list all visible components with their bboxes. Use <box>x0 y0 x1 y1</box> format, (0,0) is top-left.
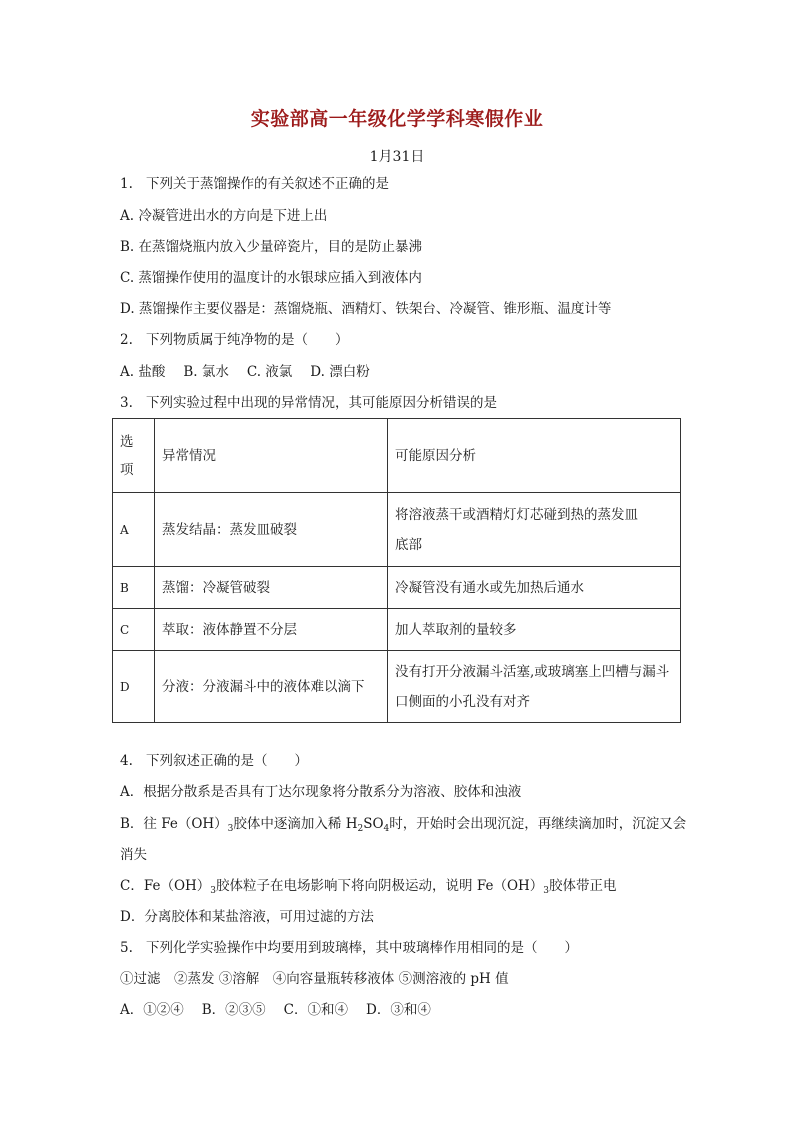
question-4-option-c: C．$Fe(OH)_3$胶体粒子在电场影响下将向阴极运动，说明 $Fe(OH)_3$胶体带正电 <box>120 878 617 896</box>
question-5-options <box>120 1000 449 1020</box>
question-5-items: ①过滤 ②蒸发 ③溶解 ④向容量瓶转移液体 ⑤测溶液的 pH 值 <box>120 971 509 987</box>
header-option: 选项 <box>113 419 155 493</box>
question-number: 1. <box>120 176 133 192</box>
question-3-stem <box>120 393 497 413</box>
worksheet-title: 实验部高一年级化学学科寒假作业 <box>250 108 544 130</box>
row-option: B <box>113 567 155 609</box>
question-number: 2. <box>120 332 133 348</box>
option-d: D．③和④ <box>366 1002 431 1018</box>
option-a: A. 盐酸 <box>120 364 166 380</box>
question-1-option-d: D. 蒸馏操作主要仪器是：蒸馏烧瓶、酒精灯、铁架台、冷凝管、锥形瓶、温度计等 <box>120 301 612 317</box>
table-header-row <box>113 419 681 493</box>
table-row <box>113 609 681 651</box>
option-c: C. 液氯 <box>246 364 293 380</box>
question-4-option-a: A．根据分散系是否具有丁达尔现象将分散系分为溶液、胶体和浊液 <box>120 784 522 800</box>
question-5-stem <box>120 938 578 958</box>
row-cause: 冷凝管没有通水或先加热后通水 <box>388 567 681 609</box>
question-1-stem <box>120 174 389 194</box>
table-row <box>113 651 681 723</box>
row-option: D <box>113 651 155 723</box>
row-anomaly: 蒸馏：冷凝管破裂 <box>155 567 388 609</box>
question-number: 4. <box>120 753 133 769</box>
analysis-table <box>112 418 681 723</box>
option-b: B．②③⑤ <box>201 1002 266 1018</box>
question-2-options <box>120 362 388 382</box>
question-number: 3. <box>120 395 133 411</box>
row-cause: 加人萃取剂的量较多 <box>388 609 681 651</box>
row-cause: 将溶液蒸干或酒精灯灯芯碰到热的蒸发皿底部 <box>388 493 681 567</box>
header-cause: 可能原因分析 <box>388 419 681 493</box>
row-option: A <box>113 493 155 567</box>
option-c: C．①和④ <box>283 1002 349 1018</box>
question-1-option-c: C. 蒸馏操作使用的温度计的水银球应插入到液体内 <box>120 270 422 286</box>
worksheet-date: 1月31日 <box>369 149 425 165</box>
question-number: 5. <box>120 940 133 956</box>
question-text: 下列化学实验操作中均要用到玻璃棒，其中玻璃棒作用相同的是（ ） <box>146 940 578 956</box>
question-4-option-d: D．分离胶体和某盐溶液，可用过滤的方法 <box>120 909 374 925</box>
table-row <box>113 493 681 567</box>
question-4-stem <box>120 751 308 771</box>
row-anomaly: 萃取：液体静置不分层 <box>155 609 388 651</box>
row-anomaly: 蒸发结晶：蒸发皿破裂 <box>155 493 388 567</box>
question-4-option-b: B．往 $Fe(OH)_3$胶体中逐滴加入稀 $H_2SO_4$时，开始时会出现沉淀，再继续滴加时，沉淀又会 <box>120 816 687 834</box>
question-1-option-b: B. 在蒸馏烧瓶内放入少量碎瓷片，目的是防止暴沸 <box>120 239 423 255</box>
option-b: B. 氯水 <box>183 364 229 380</box>
row-option: C <box>113 609 155 651</box>
question-text: 下列关于蒸馏操作的有关叙述不正确的是 <box>146 176 389 192</box>
question-4-option-b-continued: 消失 <box>120 847 147 863</box>
row-cause: 没有打开分液漏斗活塞,或玻璃塞上凹槽与漏斗口侧面的小孔没有对齐 <box>388 651 681 723</box>
option-a: A．①②④ <box>120 1002 184 1018</box>
row-anomaly: 分液：分液漏斗中的液体难以滴下 <box>155 651 388 723</box>
option-d: D. 漂白粉 <box>310 364 370 380</box>
table-row <box>113 567 681 609</box>
question-1-option-a: A. 冷凝管进出水的方向是下进上出 <box>120 208 328 224</box>
question-text: 下列物质属于纯净物的是（ ） <box>146 332 349 348</box>
header-anomaly: 异常情况 <box>155 419 388 493</box>
question-text: 下列叙述正确的是（ ） <box>146 753 308 769</box>
question-2-stem <box>120 330 349 350</box>
question-text: 下列实验过程中出现的异常情况，其可能原因分析错误的是 <box>146 395 497 411</box>
